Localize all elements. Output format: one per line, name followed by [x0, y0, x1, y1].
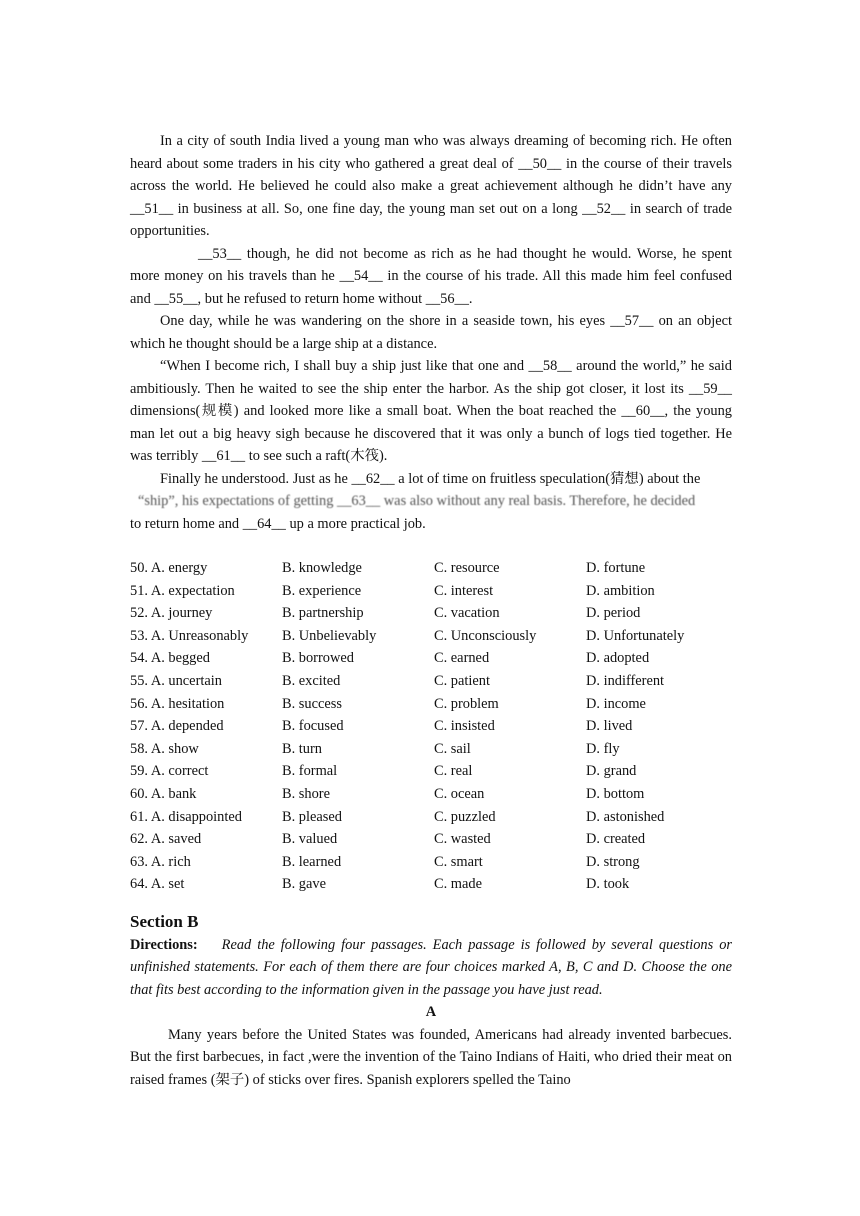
option-b — [282, 715, 434, 738]
question-number: 61. — [130, 808, 148, 825]
option-text: A. bank — [150, 785, 197, 802]
option-b — [282, 738, 434, 761]
option-text: A. rich — [150, 853, 191, 870]
option-text: A. set — [150, 876, 185, 893]
option-row — [130, 851, 732, 874]
question-number: 58. — [130, 740, 148, 757]
option-a — [130, 806, 282, 829]
option-c — [434, 851, 586, 874]
option-text: A. journey — [150, 605, 213, 622]
option-c — [434, 873, 586, 896]
option-d — [586, 760, 732, 783]
option-text: B. learned — [282, 853, 342, 870]
option-d — [586, 828, 732, 851]
option-b — [282, 783, 434, 806]
option-text: A. begged — [150, 650, 210, 667]
option-text: B. experience — [282, 582, 362, 599]
option-a — [130, 557, 282, 580]
option-text: B. turn — [282, 740, 322, 757]
option-row — [130, 828, 732, 851]
option-row — [130, 715, 732, 738]
option-c — [434, 625, 586, 648]
option-c — [434, 760, 586, 783]
option-text: C. vacation — [434, 605, 500, 622]
option-text: C. made — [434, 876, 482, 893]
option-text: A. hesitation — [150, 695, 225, 712]
option-c — [434, 738, 586, 761]
question-number: 53. — [130, 627, 148, 644]
option-a — [130, 670, 282, 693]
option-b — [282, 806, 434, 829]
option-text: A. saved — [150, 831, 202, 848]
option-row — [130, 647, 732, 670]
option-d — [586, 670, 732, 693]
option-a — [130, 783, 282, 806]
option-c — [434, 715, 586, 738]
option-d — [586, 783, 732, 806]
option-text: B. knowledge — [282, 560, 362, 576]
passage-paragraph-2: __53__ though, he did not become as rich as he had thought he would. Worse, he spent more money on his travels than he __54__ in the course of his trade. All this made him feel confused and __55__, but he refused to return home without __56__. — [130, 245, 732, 307]
option-text: C. interest — [434, 582, 494, 599]
option-d — [586, 647, 732, 670]
options-body — [130, 557, 732, 896]
option-text: D. strong — [586, 853, 640, 870]
option-b — [282, 693, 434, 716]
question-number: 56. — [130, 695, 148, 712]
question-number: 51. — [130, 582, 148, 599]
option-row — [130, 806, 732, 829]
option-c — [434, 806, 586, 829]
option-text: D. lived — [586, 718, 633, 735]
option-text: C. puzzled — [434, 808, 496, 825]
option-text: C. earned — [434, 650, 490, 667]
option-c — [434, 647, 586, 670]
option-text: D. adopted — [586, 650, 650, 667]
question-number: 59. — [130, 763, 148, 780]
passage-a-text: Many years before the United States was founded, Americans had already invented barbecues. But the first barbecues, in fact ,were the invention of the Taino Indians of Haiti, who dried their meat on raised frames (架子) of sticks over fires. Spanish explorers spelled the Taino — [130, 1026, 732, 1088]
option-text: C. Unconsciously — [434, 627, 537, 644]
option-d — [586, 557, 732, 580]
option-text: D. Unfortunately — [586, 627, 685, 644]
option-text: D. indifferent — [586, 672, 665, 689]
question-number: 62. — [130, 831, 148, 848]
directions-text: Read the following four passages. Each passage is followed by several questions or unfinished statements. For each of them there are four choices marked A, B, C and D. Choose the one that fits best according to the information given in the passage you have just read. — [130, 936, 733, 998]
option-b — [282, 873, 434, 896]
option-text: B. focused — [282, 718, 344, 735]
option-text: C. insisted — [434, 718, 495, 735]
passage-paragraph-5-line-1: Finally he understood. Just as he __62__ a lot of time on fruitless speculation(猜想) about the — [160, 470, 701, 487]
option-d — [586, 602, 732, 625]
options-table — [130, 557, 732, 896]
option-c — [434, 670, 586, 693]
option-d — [586, 851, 732, 874]
option-c — [434, 828, 586, 851]
option-d — [586, 806, 732, 829]
option-a — [130, 693, 282, 716]
option-b — [282, 580, 434, 603]
option-text: A. expectation — [150, 582, 235, 599]
spacer — [130, 535, 732, 557]
option-a — [130, 873, 282, 896]
option-b — [282, 625, 434, 648]
option-row — [130, 783, 732, 806]
option-c — [434, 557, 586, 580]
option-row — [130, 760, 732, 783]
question-number: 52. — [130, 605, 148, 622]
option-b — [282, 760, 434, 783]
option-text: B. valued — [282, 831, 338, 848]
option-b — [282, 670, 434, 693]
question-number: 54. — [130, 650, 148, 667]
option-row — [130, 873, 732, 896]
option-b — [282, 602, 434, 625]
section-title: Section B — [130, 911, 199, 931]
option-row — [130, 625, 732, 648]
passage-paragraph-3: One day, while he was wandering on the shore in a seaside town, his eyes __57__ on an object which he thought should be a large ship at a distance. — [130, 313, 732, 352]
question-number: 55. — [130, 672, 148, 689]
option-text: B. borrowed — [282, 650, 354, 667]
option-c — [434, 783, 586, 806]
option-row — [130, 693, 732, 716]
option-a — [130, 602, 282, 625]
option-row — [130, 670, 732, 693]
option-a — [130, 738, 282, 761]
option-b — [282, 828, 434, 851]
question-number: 64. — [130, 876, 148, 893]
option-d — [586, 580, 732, 603]
option-text: B. success — [282, 695, 342, 712]
passage-paragraph-5-line-3: to return home and __64__ up a more practical job. — [130, 515, 426, 532]
option-text: A. disappointed — [150, 808, 242, 825]
option-text: B. pleased — [282, 808, 342, 825]
option-a — [130, 715, 282, 738]
option-text: C. real — [434, 763, 473, 780]
question-number: 63. — [130, 853, 148, 870]
option-text: C. smart — [434, 853, 483, 870]
option-d — [586, 738, 732, 761]
option-c — [434, 602, 586, 625]
option-text: C. wasted — [434, 831, 491, 848]
option-b — [282, 647, 434, 670]
option-text: A. energy — [150, 560, 208, 576]
option-text: B. partnership — [282, 605, 364, 622]
option-d — [586, 693, 732, 716]
option-text: A. correct — [150, 763, 209, 780]
passage-paragraph-4: “When I become rich, I shall buy a ship just like that one and __58__ around the world,” he said ambitiously. Then he waited to see the ship enter the harbor. As the ship got closer, it lost its __59__ dimensions(规模) and looked more like a small boat. When the boat reached the __60__, the young man let out a big heavy sigh because he discovered that it was only a bunch of logs tied together. He was terribly __61__ to see such a raft(木筏). — [130, 358, 732, 464]
option-text: B. shore — [282, 785, 330, 802]
passage-a-label: A — [425, 1004, 437, 1021]
option-text: D. income — [586, 695, 646, 712]
option-b — [282, 851, 434, 874]
option-text: B. formal — [282, 763, 338, 780]
option-text: D. ambition — [586, 582, 655, 599]
option-a — [130, 828, 282, 851]
option-row — [130, 580, 732, 603]
option-a — [130, 625, 282, 648]
option-d — [586, 625, 732, 648]
question-number: 57. — [130, 718, 148, 735]
question-number: 50. — [130, 560, 148, 576]
directions-label: Directions: — [130, 936, 198, 953]
option-text: C. sail — [434, 740, 471, 757]
option-text: B. excited — [282, 672, 341, 689]
option-d — [586, 873, 732, 896]
question-number: 60. — [130, 785, 148, 802]
option-b — [282, 557, 434, 580]
option-text: C. resource — [434, 560, 500, 576]
option-text: D. bottom — [586, 785, 645, 802]
option-text: C. problem — [434, 695, 499, 712]
option-row — [130, 738, 732, 761]
option-c — [434, 580, 586, 603]
option-text: A. show — [150, 740, 199, 757]
option-a — [130, 851, 282, 874]
passage-paragraph-1: In a city of south India lived a young man who was always dreaming of becoming rich. He often heard about some traders in his city who gathered a great deal of __50__ in the course of their travels across the world. He believed he could also make a great achievement although he didn’t have any __51__ in business at all. So, one fine day, the young man set out on a long __52__ in search of trade opportunities. — [130, 133, 732, 239]
option-a — [130, 760, 282, 783]
option-c — [434, 693, 586, 716]
directions — [130, 934, 732, 1002]
option-text: C. patient — [434, 672, 490, 689]
option-text: A. uncertain — [150, 672, 222, 689]
option-text: D. fortune — [586, 560, 646, 576]
option-text: D. fly — [586, 740, 620, 757]
option-text: A. Unreasonably — [150, 627, 249, 644]
option-a — [130, 647, 282, 670]
option-row — [130, 602, 732, 625]
option-text: D. period — [586, 605, 641, 622]
document-page — [130, 130, 732, 1091]
option-text: A. depended — [150, 718, 224, 735]
option-text: B. Unbelievably — [282, 627, 377, 644]
passage-paragraph-5-line-2: “ship”, his expectations of getting __63__ was also without any real basis. Therefore, he decided — [138, 493, 696, 509]
option-text: D. grand — [586, 763, 637, 780]
option-a — [130, 580, 282, 603]
option-d — [586, 715, 732, 738]
option-text: D. took — [586, 876, 630, 893]
option-text: D. created — [586, 831, 646, 848]
option-row — [130, 557, 732, 580]
option-text: D. astonished — [586, 808, 665, 825]
option-text: B. gave — [282, 876, 326, 893]
option-text: C. ocean — [434, 785, 485, 802]
